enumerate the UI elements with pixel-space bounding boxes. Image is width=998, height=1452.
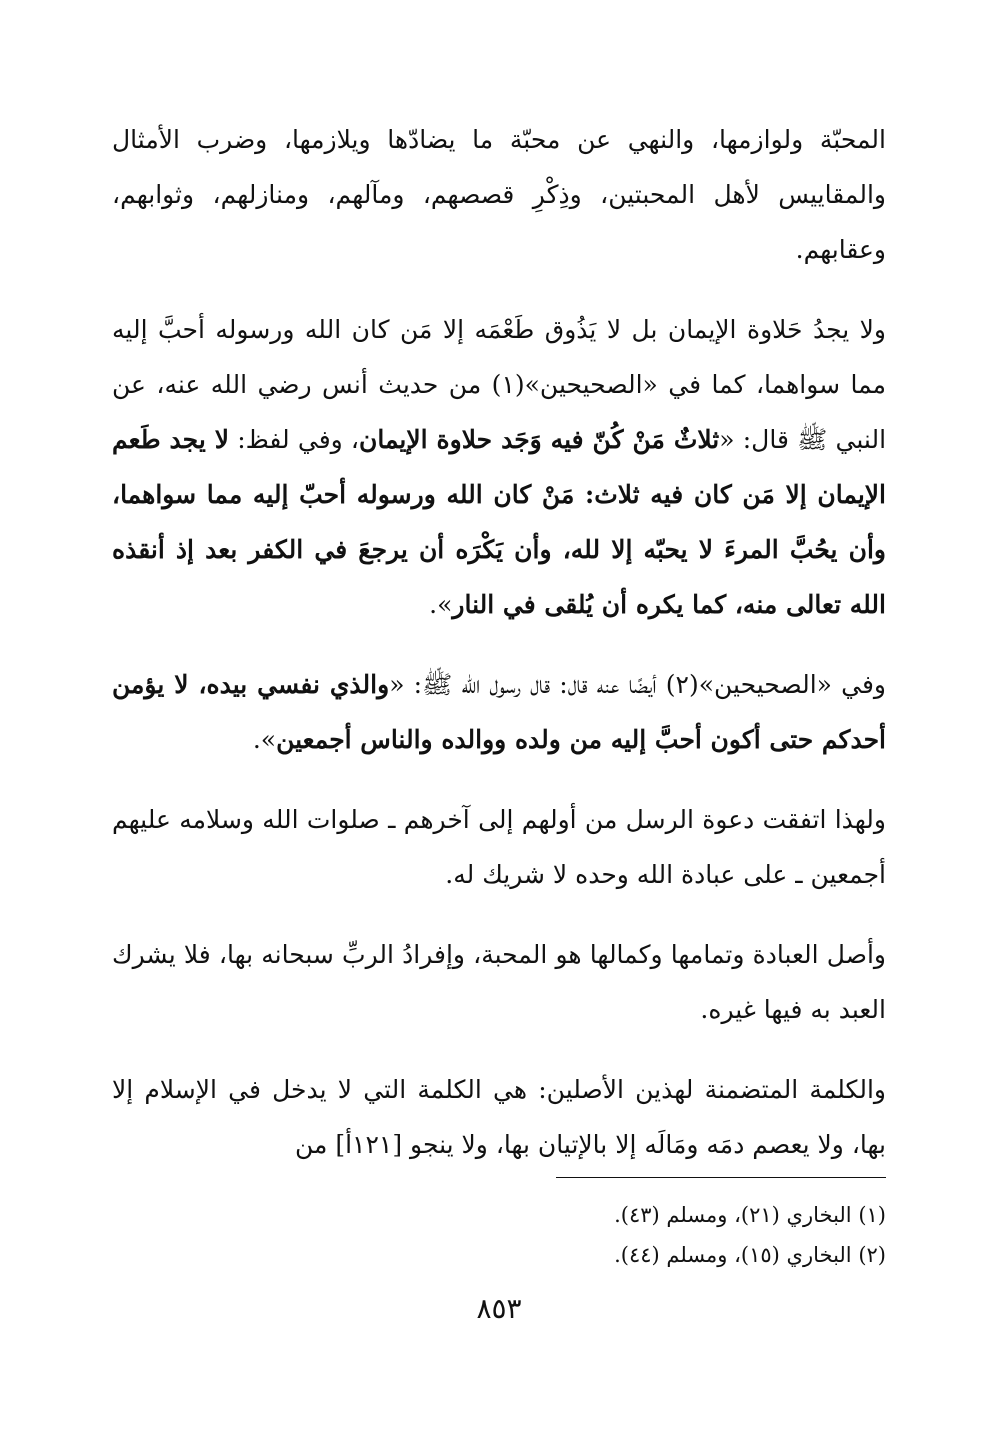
footnote-1: (١) البخاري (٢١)، ومسلم (٤٣). — [614, 1203, 886, 1227]
hadith-text: والذي نفسي بيده، لا يؤمن أحدكم حتى أكون أحبَّ إليه من ولده ووالده والناس أجمعين — [112, 670, 886, 754]
text-segment: ، وفي لفظ: — [229, 425, 359, 454]
hadith-text: لا يجد طَعم الإيمان إلا مَن كان فيه ثلاث: مَنْ كان الله ورسوله أحبّ إليه مما سواهما، وأن يحُبَّ المرءَ لا يحبّه إلا لله، وأن يَكْرَه أن يرجعَ في الكفر بعد إذ أنقذه الله تعالى منه، كما يكره أن يُلقى في النار — [112, 425, 886, 619]
text-segment: ». — [429, 590, 453, 619]
page-number: ٨٥٣ — [476, 1292, 522, 1325]
text-segment: ولا يجدُ حَلاوة الإيمان بل لا يَذُوق طَعْمَه إلا مَن كان الله ورسوله أحبَّ إليه مما سواهما، كما في «الصحيحين»(١) من حديث أنس رضي الله عنه، عن النبي ﷺ قال: « — [112, 315, 887, 454]
paragraph-3 — [112, 657, 886, 767]
text-segment: وفي «الصحيحين»(٢) أيضًا عنه قال: قال رسول الله ﷺ: « — [389, 670, 886, 699]
text-segment: ولهذا اتفقت دعوة الرسل من أولهم إلى آخرهم ـ صلوات الله وسلامه عليهم أجمعين ـ على عبادة الله وحده لا شريك له. — [112, 805, 886, 889]
paragraph-6 — [112, 1062, 886, 1172]
hadith-text: ثلاثٌ مَنْ كُنّ فيه وَجَد حلاوة الإيمان — [359, 425, 720, 454]
paragraph-1 — [112, 112, 886, 277]
paragraph-2 — [112, 302, 886, 632]
main-text — [112, 112, 886, 1197]
text-segment: وأصل العبادة وتمامها وكمالها هو المحبة، وإفرادُ الربِّ سبحانه بها، فلا يشرك العبد به فيها غيره. — [112, 940, 886, 1024]
text-segment: المحبّة ولوازمها، والنهي عن محبّة ما يضادّها ويلازمها، وضرب الأمثال والمقاييس لأهل المحبتين، وذِكْرِ قصصهم، ومآلهم، ومنازلهم، وثوابهم، وعقابهم. — [112, 125, 886, 264]
paragraph-5 — [112, 927, 886, 1037]
text-segment: والكلمة المتضمنة لهذين الأصلين: هي الكلمة التي لا يدخل في الإسلام إلا بها، ولا يعصم دمَه ومَالَه إلا بالإتيان بها، ولا ينجو [١٢١أ] من — [112, 1075, 886, 1159]
footnotes — [112, 1195, 886, 1275]
paragraph-4 — [112, 792, 886, 902]
footnote-divider — [556, 1177, 886, 1178]
footnote-2: (٢) البخاري (١٥)، ومسلم (٤٤). — [614, 1243, 886, 1267]
text-segment: ». — [252, 725, 277, 754]
